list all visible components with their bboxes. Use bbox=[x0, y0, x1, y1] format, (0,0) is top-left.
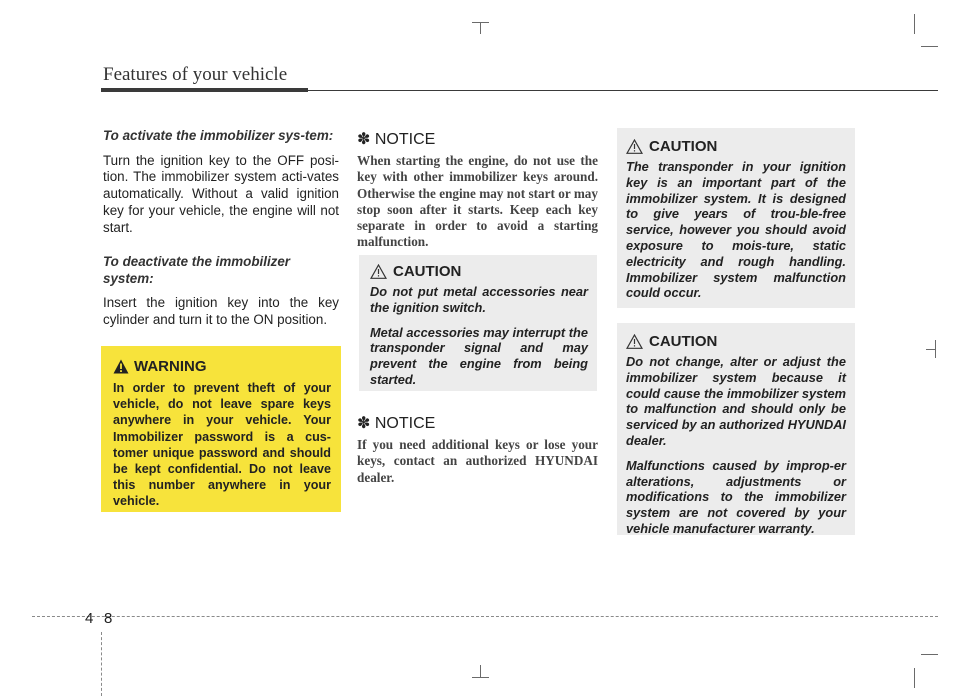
notice-starting bbox=[357, 129, 598, 251]
warning-text: In order to prevent theft of your vehicle, do not leave spare keys anywhere in your vehicle. Your Immobilizer password is a cus-tomer unique password and should be kept confidential. Do not leave this number anywhere in your vehicle. bbox=[113, 381, 331, 509]
caution-text: The transponder in your ignition key is an important part of the immobilizer system. It is designed to give years of trou-ble-free service, however you should avoid exposure to mois-ture, static electricity and rough handling. Immobilizer system malfunction could occur. bbox=[626, 159, 846, 301]
caution-triangle-icon bbox=[626, 334, 643, 349]
crop-mark-top-center-stem bbox=[480, 22, 481, 34]
caution-box-transponder bbox=[617, 128, 855, 308]
activate-text: Turn the ignition key to the OFF posi-tion. The immobilizer system acti-vates automatically. Without a valid ignition key for your vehicle, the engine will not start. bbox=[103, 152, 339, 235]
notice-keys bbox=[357, 413, 598, 486]
caution-header bbox=[626, 333, 846, 350]
page-number: 8 bbox=[104, 610, 113, 627]
caution-text-1: Do not change, alter or adjust the immobilizer system because it could cause the immobilizer system to malfunction and should only be serviced by an authorized HYUNDAI dealer. bbox=[626, 354, 846, 448]
section-header-title: Features of your vehicle bbox=[103, 64, 288, 85]
activate-heading: To activate the immobilizer sys-tem: bbox=[103, 128, 334, 143]
caution-text-2: Metal accessories may interrupt the transponder signal and may prevent the engine from being started. bbox=[370, 324, 588, 387]
header-rule-thick bbox=[101, 88, 308, 92]
caution-title: CAUTION bbox=[393, 263, 462, 280]
crop-mark-bottom-right-h bbox=[921, 654, 938, 655]
crop-mark-top-right-v bbox=[914, 14, 915, 34]
header-rule-thin bbox=[308, 90, 938, 91]
warning-triangle-icon bbox=[113, 359, 129, 374]
warning-box bbox=[101, 346, 341, 512]
crop-mark-bottom-right-v bbox=[914, 668, 915, 688]
notice-heading: ✽ NOTICE bbox=[357, 415, 436, 432]
notice-heading: ✽ NOTICE bbox=[357, 131, 436, 148]
crop-mark-top-right-h bbox=[921, 46, 938, 47]
caution-header bbox=[626, 138, 846, 155]
caution-triangle-icon bbox=[370, 264, 387, 279]
caution-box-metal bbox=[359, 255, 597, 391]
caution-title: CAUTION bbox=[649, 333, 718, 350]
chapter-number: 4 bbox=[85, 610, 94, 627]
crop-mark-right-center-h bbox=[926, 349, 936, 350]
caution-triangle-icon bbox=[626, 139, 643, 154]
caution-header bbox=[370, 263, 588, 280]
footer-dashed-rule bbox=[32, 616, 938, 617]
crop-mark-bottom-center-stem bbox=[480, 665, 481, 677]
caution-box-alter bbox=[617, 323, 855, 535]
warning-header bbox=[113, 358, 331, 375]
caution-text-1: Do not put metal accessories near the ignition switch. bbox=[370, 284, 588, 315]
warning-title: WARNING bbox=[134, 358, 207, 375]
caution-title: CAUTION bbox=[649, 138, 718, 155]
notice-text: If you need additional keys or lose your keys, contact an authorized HYUNDAI dealer. bbox=[357, 437, 598, 485]
caution-text-2: Malfunctions caused by improp-er alterations, adjustments or modifications to the immobilizer system are not covered by your vehicle manufacturer warranty. bbox=[626, 457, 846, 536]
crop-mark-bottom-center bbox=[472, 677, 489, 678]
deactivate-text: Insert the ignition key into the key cylinder and turn it to the ON position. bbox=[103, 295, 339, 328]
footer-dashed-guide bbox=[101, 632, 102, 696]
column-left bbox=[103, 128, 339, 347]
notice-text: When starting the engine, do not use the key with other immobilizer keys around. Otherwise the engine may not start or may stop soon after it starts. Keep each key separate in order to avoid a starting malfunction. bbox=[357, 153, 598, 250]
deactivate-heading: To deactivate the immobilizer system: bbox=[103, 254, 291, 286]
